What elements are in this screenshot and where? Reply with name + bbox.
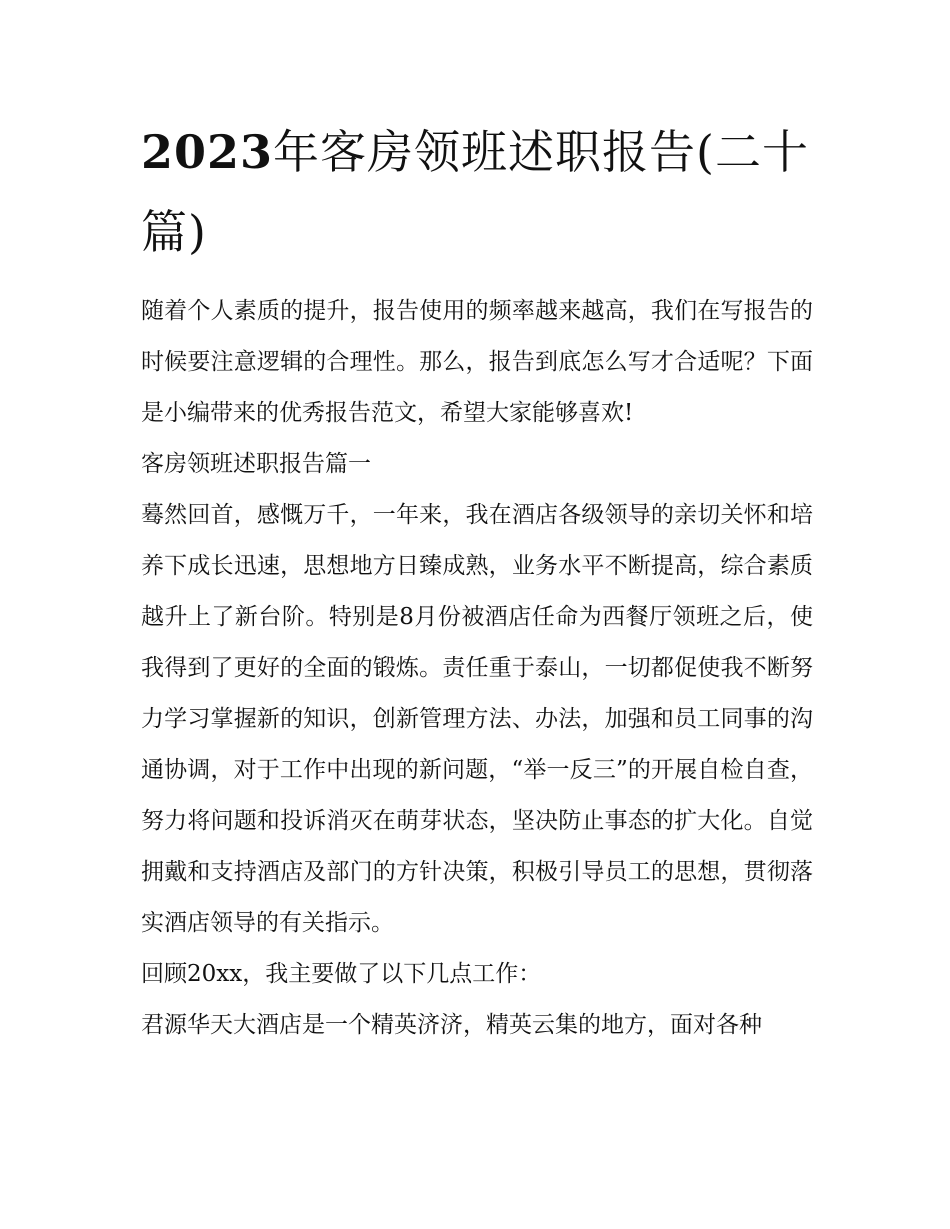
document-page	[141, 112, 813, 1051]
title-text: 年客房领班述职报告(二十篇)	[141, 125, 809, 259]
review-intro-paragraph: 回顾20xx，我主要做了以下几点工作：	[141, 961, 542, 987]
document-title	[141, 112, 813, 272]
body-paragraph: 蓦然回首，感慨万千，一年来，我在酒店各级领导的亲切关怀和培养下成长迅速，思想地方日臻成熟，业务水平不断提高，综合素质越升上了新台阶。特别是8月份被酒店任命为西餐厅领班之后，使我得到了更好的全面的锻炼。责任重于泰山，一切都促使我不断努力学习掌握新的知识，创新管理方法、办法，加强和员工同事的沟通协调，对于工作中出现的新问题，“举一反三”的开展自检自查，努力将问题和投诉消灭在萌芽状态，坚决防止事态的扩大化。自觉拥戴和支持酒店及部门的方针决策，积极引导员工的思想，贯彻落实酒店领导的有关指示。	[141, 502, 813, 936]
section-heading: 客房领班述职报告篇一	[141, 451, 371, 477]
body-paragraph-continued: 君源华天大酒店是一个精英济济，精英云集的地方，面对各种	[141, 1012, 762, 1038]
title-year: 2023	[141, 125, 274, 179]
intro-paragraph: 随着个人素质的提升，报告使用的频率越来越高，我们在写报告的时候要注意逻辑的合理性。那么，报告到底怎么写才合适呢？下面是小编带来的优秀报告范文，希望大家能够喜欢!	[141, 298, 813, 426]
